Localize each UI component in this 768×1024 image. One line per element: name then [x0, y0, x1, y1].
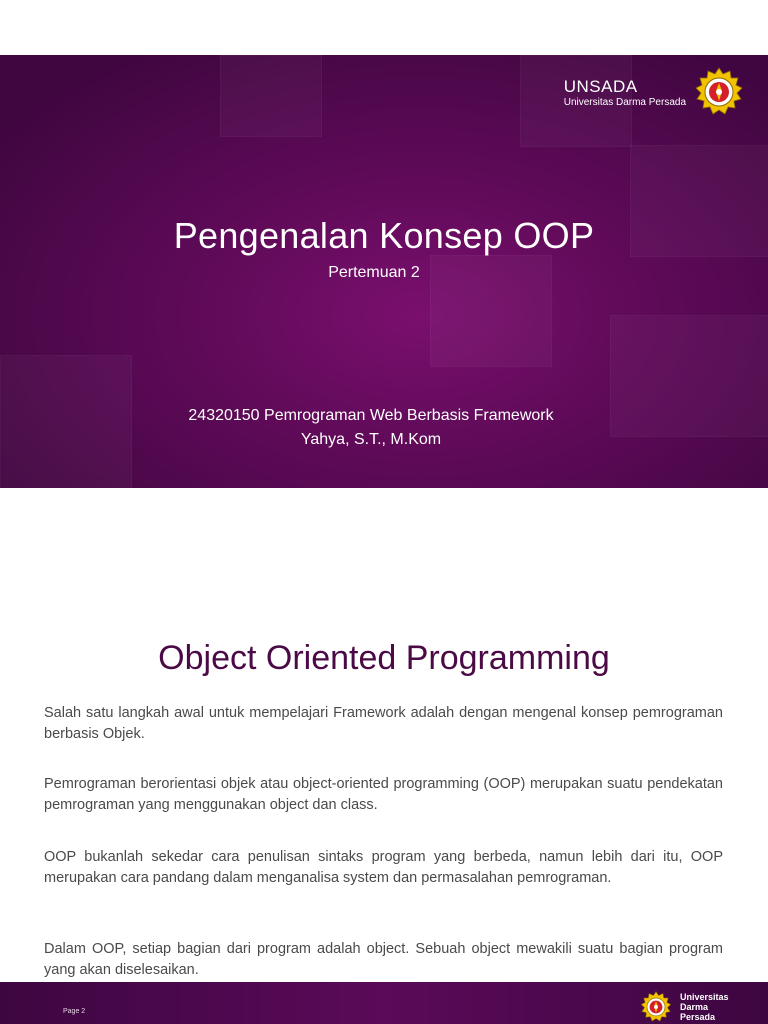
page-number: Page 2	[63, 1008, 86, 1015]
university-seal-icon	[640, 991, 672, 1023]
presentation-subtitle: Pertemuan 2	[328, 264, 420, 281]
content-slide-title: Object Oriented Programming	[158, 639, 610, 677]
brand-name: UNSADA	[563, 77, 638, 96]
paragraph: OOP bukanlah sekedar cara penulisan sintaks program yang berbeda, namun lebih dari itu, OOP merupakan cara pandang dalam menganalisa system dan permasalahan pemrograman.	[44, 849, 723, 886]
course-name: 24320150 Pemrograman Web Berbasis Framework	[188, 407, 554, 424]
lecturer-name: Yahya, S.T., M.Kom	[300, 431, 442, 448]
presentation-title: Pengenalan Konsep OOP	[173, 215, 595, 256]
course-info	[0, 404, 742, 452]
footer-brand-line: Persada	[680, 1012, 716, 1022]
paragraph: Dalam OOP, setiap bagian dari program adalah object. Sebuah object mewakili suatu bagian program yang akan diselesaikan.	[44, 941, 723, 978]
university-seal-icon	[694, 67, 744, 117]
footer-brand	[680, 992, 729, 1022]
brand-full-name: Universitas Darma Persada	[563, 97, 686, 108]
footer-brand-line: Darma	[680, 1002, 709, 1012]
paragraph: Pemrograman berorientasi objek atau object-oriented programming (OOP) merupakan suatu pendekatan pemrograman yang menggunakan object dan class.	[44, 776, 723, 813]
footer-brand-line: Universitas	[680, 992, 729, 1002]
title-slide	[0, 55, 768, 488]
university-brand	[564, 77, 686, 109]
slide-footer	[0, 982, 768, 1024]
paragraph: Salah satu langkah awal untuk mempelajari Framework adalah dengan mengenal konsep pemrograman berbasis Objek.	[44, 705, 723, 742]
background-tile	[220, 55, 322, 137]
